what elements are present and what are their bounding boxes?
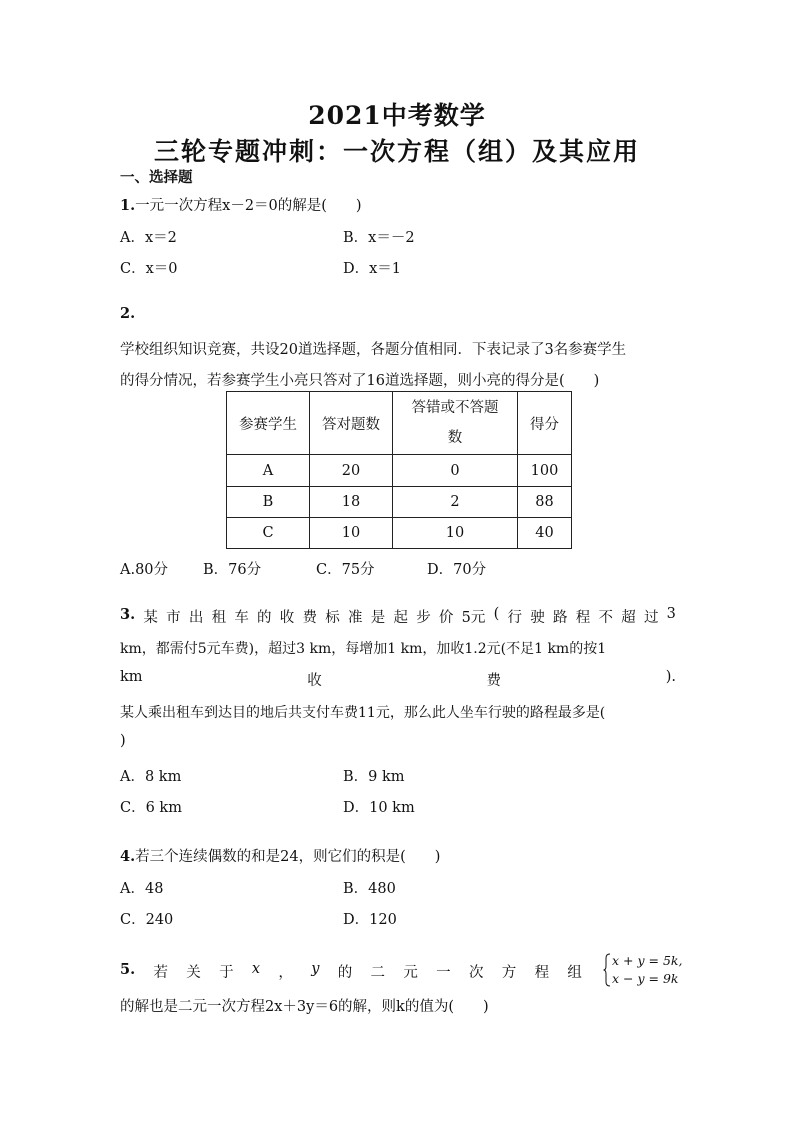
word: 一 [436, 965, 451, 981]
variable-x: x [251, 961, 261, 977]
option-c: C．6 km [120, 800, 182, 816]
word: 市 [166, 610, 181, 626]
page-title: 2021中考数学 [308, 101, 486, 130]
option-b: B．x＝－2 [343, 230, 415, 246]
question-number: 4. [120, 848, 136, 865]
word: 程 [575, 610, 591, 626]
option-a: A．x＝2 [120, 230, 177, 246]
word: 3 [666, 606, 676, 622]
word: 出 [188, 610, 204, 626]
word: ). [665, 669, 676, 685]
table-header-cell: 答对题数 [310, 392, 393, 455]
word: ( [493, 606, 500, 622]
word: km [120, 669, 143, 685]
question-number: 1. [120, 197, 136, 214]
question-1 [120, 194, 362, 215]
table-cell: 0 [393, 455, 518, 487]
header-text-line: 答错或不答题 [411, 400, 499, 416]
question-stem-line: 学校组织知识竞赛，共设20道选择题，各题分值相同．下表记录了3名参赛学生 [120, 342, 627, 358]
word: 费 [302, 610, 318, 626]
page-subtitle: 三轮专题冲刺：一次方程（组）及其应用 [153, 137, 640, 166]
word: 超 [621, 610, 636, 626]
option-a: A．8 km [120, 769, 182, 785]
question-number: 2. [120, 305, 136, 322]
option-b: B．480 [343, 881, 396, 897]
table-cell: A [227, 455, 310, 487]
table-cell: B [227, 487, 310, 518]
equation-system [612, 952, 682, 988]
word: 起 [393, 610, 408, 626]
option-a: A.80分 [120, 562, 169, 578]
score-table [226, 391, 572, 549]
word: 某 [143, 610, 158, 626]
option-b: B．9 km [343, 769, 405, 785]
table-cell: 18 [310, 487, 393, 518]
word: 次 [468, 965, 484, 981]
table-cell: 88 [518, 487, 572, 518]
word: 的 [257, 610, 272, 626]
brace-icon [603, 953, 611, 987]
option-d: D．x＝1 [343, 261, 402, 277]
word: 收 [279, 610, 295, 626]
option-b: B．76分 [203, 562, 262, 578]
table-cell: 10 [310, 518, 393, 549]
table-header-cell: 得分 [518, 392, 572, 455]
word: 方 [501, 965, 517, 981]
word: 于 [219, 965, 234, 981]
word: 驶 [530, 610, 545, 626]
word: 收 [307, 673, 322, 689]
word: 租 [211, 610, 227, 626]
question-stem-line: 的解也是二元一次方程2x＋3y＝6的解，则k的值为( ) [120, 999, 489, 1015]
word: 二 [370, 965, 386, 981]
option-d: D．70分 [427, 562, 487, 578]
word: 若 [153, 965, 168, 981]
word: ， [278, 965, 293, 981]
question-3-line-3 [120, 669, 676, 690]
question-number: 5. [120, 961, 136, 978]
table-row [227, 518, 572, 549]
table-cell: 10 [393, 518, 518, 549]
word: 价 [438, 610, 454, 626]
table-row [227, 455, 572, 487]
variable-y: y [311, 961, 320, 977]
option-c: C．x＝0 [120, 261, 178, 277]
question-stem-line: km，都需付5元车费)，超过3 km，每增加1 km，加收1.2元(不足1 km的按1 [120, 641, 607, 657]
option-d: D．10 km [343, 800, 415, 816]
word: 元 [403, 965, 418, 981]
question-4 [120, 845, 440, 866]
word: 是 [370, 610, 386, 626]
table-row [227, 487, 572, 518]
question-stem-line: 的得分情况，若参赛学生小亮只答对了16道选择题，则小亮的得分是( ) [120, 373, 600, 389]
word: 行 [507, 610, 523, 626]
question-stem-line: ) [120, 733, 126, 749]
word: 不 [598, 610, 613, 626]
word: 关 [186, 965, 201, 981]
question-stem: 一元一次方程x－2＝0的解是( ) [135, 198, 362, 214]
question-3-line-1 [120, 606, 676, 627]
equation-1: x + y = 5k, [612, 953, 683, 968]
table-header-row [227, 392, 572, 455]
table-cell: 2 [393, 487, 518, 518]
word: 5元 [461, 610, 486, 626]
word: 标 [325, 610, 340, 626]
option-c: C．240 [120, 912, 174, 928]
option-d: D．120 [343, 912, 397, 928]
table-header-cell: 参赛学生 [227, 392, 310, 455]
word: 车 [234, 610, 249, 626]
word: 费 [486, 673, 501, 689]
word: 过 [643, 610, 659, 626]
word: 的 [337, 965, 353, 981]
table-cell: 100 [518, 455, 572, 487]
word: 准 [347, 610, 363, 626]
question-5-line-1 [120, 961, 582, 982]
table-header-cell [393, 392, 518, 455]
word: 组 [567, 965, 582, 981]
question-stem-line: 某人乘出租车到达目的地后共支付车费11元，那么此人坐车行驶的路程最多是( [120, 705, 606, 721]
word: 路 [553, 610, 568, 626]
header-text-line: 数 [447, 430, 463, 446]
section-heading: 一、选择题 [120, 169, 193, 186]
table-cell: 20 [310, 455, 393, 487]
table-cell: C [227, 518, 310, 549]
option-a: A．48 [120, 881, 164, 897]
question-stem: 若三个连续偶数的和是24，则它们的积是( ) [135, 849, 441, 865]
option-c: C．75分 [316, 562, 375, 578]
question-number: 3. [120, 606, 136, 623]
table-cell: 40 [518, 518, 572, 549]
word: 程 [534, 965, 550, 981]
equation-2: x − y = 9k [612, 971, 679, 986]
word: 步 [416, 610, 431, 626]
